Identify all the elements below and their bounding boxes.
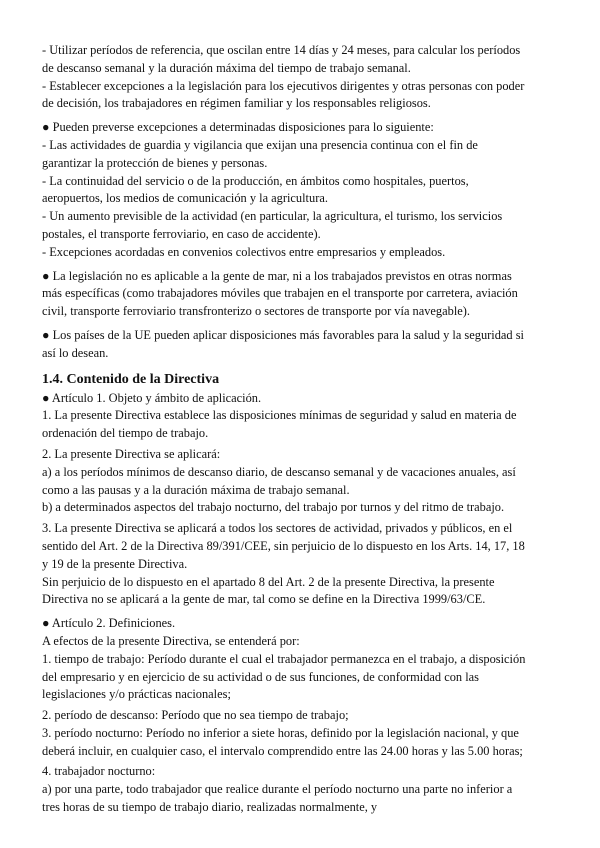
paragraph-trabajador-nocturno: [42, 763, 549, 816]
text-line: - Excepciones acordadas en convenios colectivos entre empresarios y empleados.: [42, 244, 446, 259]
bullet-line: ● La legislación no es aplicable a la gente de mar, ni a los trabajados previstos en otras normas: [42, 268, 512, 283]
text-line: ordenación del tiempo de trabajo.: [42, 426, 209, 441]
text-line: deberá incluir, en cualquier caso, el intervalo comprendido entre las 24.00 horas y las 5.00 horas;: [42, 743, 523, 758]
text-line: - La continuidad del servicio o de la producción, en ámbitos como hospitales, puertos,: [42, 173, 469, 188]
text-line: A efectos de la presente Directiva, se entenderá por:: [42, 633, 300, 648]
text-line: 2. La presente Directiva se aplicará:: [42, 446, 221, 461]
text-line: 3. La presente Directiva se aplicará a todos los sectores de actividad, privados y públicos, en el: [42, 521, 513, 536]
paragraph-articulo-2: [42, 615, 549, 704]
text-line: de descanso semanal y la duración máxima del tiempo de trabajo semanal.: [42, 60, 411, 75]
bullet-line: ● Pueden preverse excepciones a determinadas disposiciones para lo siguiente:: [42, 120, 434, 135]
paragraph-gente-de-mar: [42, 268, 549, 321]
text-line: tres horas de su tiempo de trabajo diario, realizadas normalmente, y: [42, 800, 378, 815]
paragraph-paises-ue: [42, 327, 549, 363]
bullet-line: ● Los países de la UE pueden aplicar disposiciones más favorables para la salud y la seguridad si: [42, 327, 524, 342]
text-line: Directiva no se aplicará a la gente de mar, tal como se define en la Directiva 1999/63/CE.: [42, 592, 486, 607]
text-line: b) a determinados aspectos del trabajo nocturno, del trabajo por turnos y del ritmo de trabajo.: [42, 500, 505, 515]
text-line: aeropuertos, los medios de comunicación y la agricultura.: [42, 191, 328, 206]
text-line: a) por una parte, todo trabajador que realice durante el período nocturno una parte no inferior a: [42, 782, 513, 797]
paragraph-referencia: [42, 42, 549, 113]
text-line: del empresario y en ejercicio de su actividad o de sus funciones, de conformidad con las: [42, 669, 479, 684]
paragraph-articulo-1: [42, 390, 549, 443]
text-line: - Utilizar períodos de referencia, que oscilan entre 14 días y 24 meses, para calcular los períodos: [42, 43, 521, 57]
text-line: Sin perjuicio de lo dispuesto en el apartado 8 del Art. 2 de la presente Directiva, la presente: [42, 574, 495, 589]
text-line: - Las actividades de guardia y vigilancia que exijan una presencia continua con el fin de: [42, 137, 478, 152]
text-line: 3. período nocturno: Período no inferior a siete horas, definido por la legislación nacional, y que: [42, 725, 519, 740]
paragraph-definiciones: [42, 707, 549, 760]
text-line: sentido del Art. 2 de la Directiva 89/391/CEE, sin perjuicio de lo dispuesto en los Arts. 14, 17, 18: [42, 538, 525, 553]
text-line: - Un aumento previsible de la actividad (en particular, la agricultura, el turismo, los servicios: [42, 209, 503, 224]
text-line: 1. tiempo de trabajo: Período durante el cual el trabajador permanezca en el trabajo, a disposición: [42, 651, 526, 666]
text-line: - Establecer excepciones a la legislación para los ejecutivos dirigentes y otras personas con poder: [42, 78, 525, 93]
section-heading: 1.4. Contenido de la Directiva: [42, 371, 220, 387]
text-line: así lo desean.: [42, 345, 109, 360]
text-line: a) a los períodos mínimos de descanso diario, de descanso semanal y de vacaciones anuales, así: [42, 464, 516, 479]
text-line: 2. período de descanso: Período que no sea tiempo de trabajo;: [42, 708, 349, 723]
text-line: de decisión, los trabajadores en régimen familiar y los responsables religiosos.: [42, 96, 431, 111]
text-line: garantizar la protección de bienes y personas.: [42, 155, 268, 170]
text-line: postales, el transporte ferroviario, en caso de accidente).: [42, 226, 321, 241]
paragraph-excepciones: [42, 119, 549, 261]
bullet-line: ● Artículo 1. Objeto y ámbito de aplicación.: [42, 390, 262, 405]
text-line: y 19 de la presente Directiva.: [42, 556, 188, 571]
text-line: legislaciones y/o prácticas nacionales;: [42, 687, 231, 702]
paragraph-aplicara: [42, 446, 549, 517]
paragraph-sectores: [42, 520, 549, 609]
text-line: más específicas (como trabajadores móviles que trabajen en el transporte por carretera, aviación: [42, 286, 518, 301]
bullet-line: ● Artículo 2. Definiciones.: [42, 616, 176, 631]
text-line: 1. La presente Directiva establece las disposiciones mínimas de seguridad y salud en materia de: [42, 408, 517, 423]
text-line: como a las pausas y a la duración máxima de trabajo semanal.: [42, 482, 350, 497]
text-line: civil, transporte ferroviario transfronterizo o sectores de transporte por vía navegable).: [42, 304, 470, 319]
text-line: 4. trabajador nocturno:: [42, 764, 156, 779]
